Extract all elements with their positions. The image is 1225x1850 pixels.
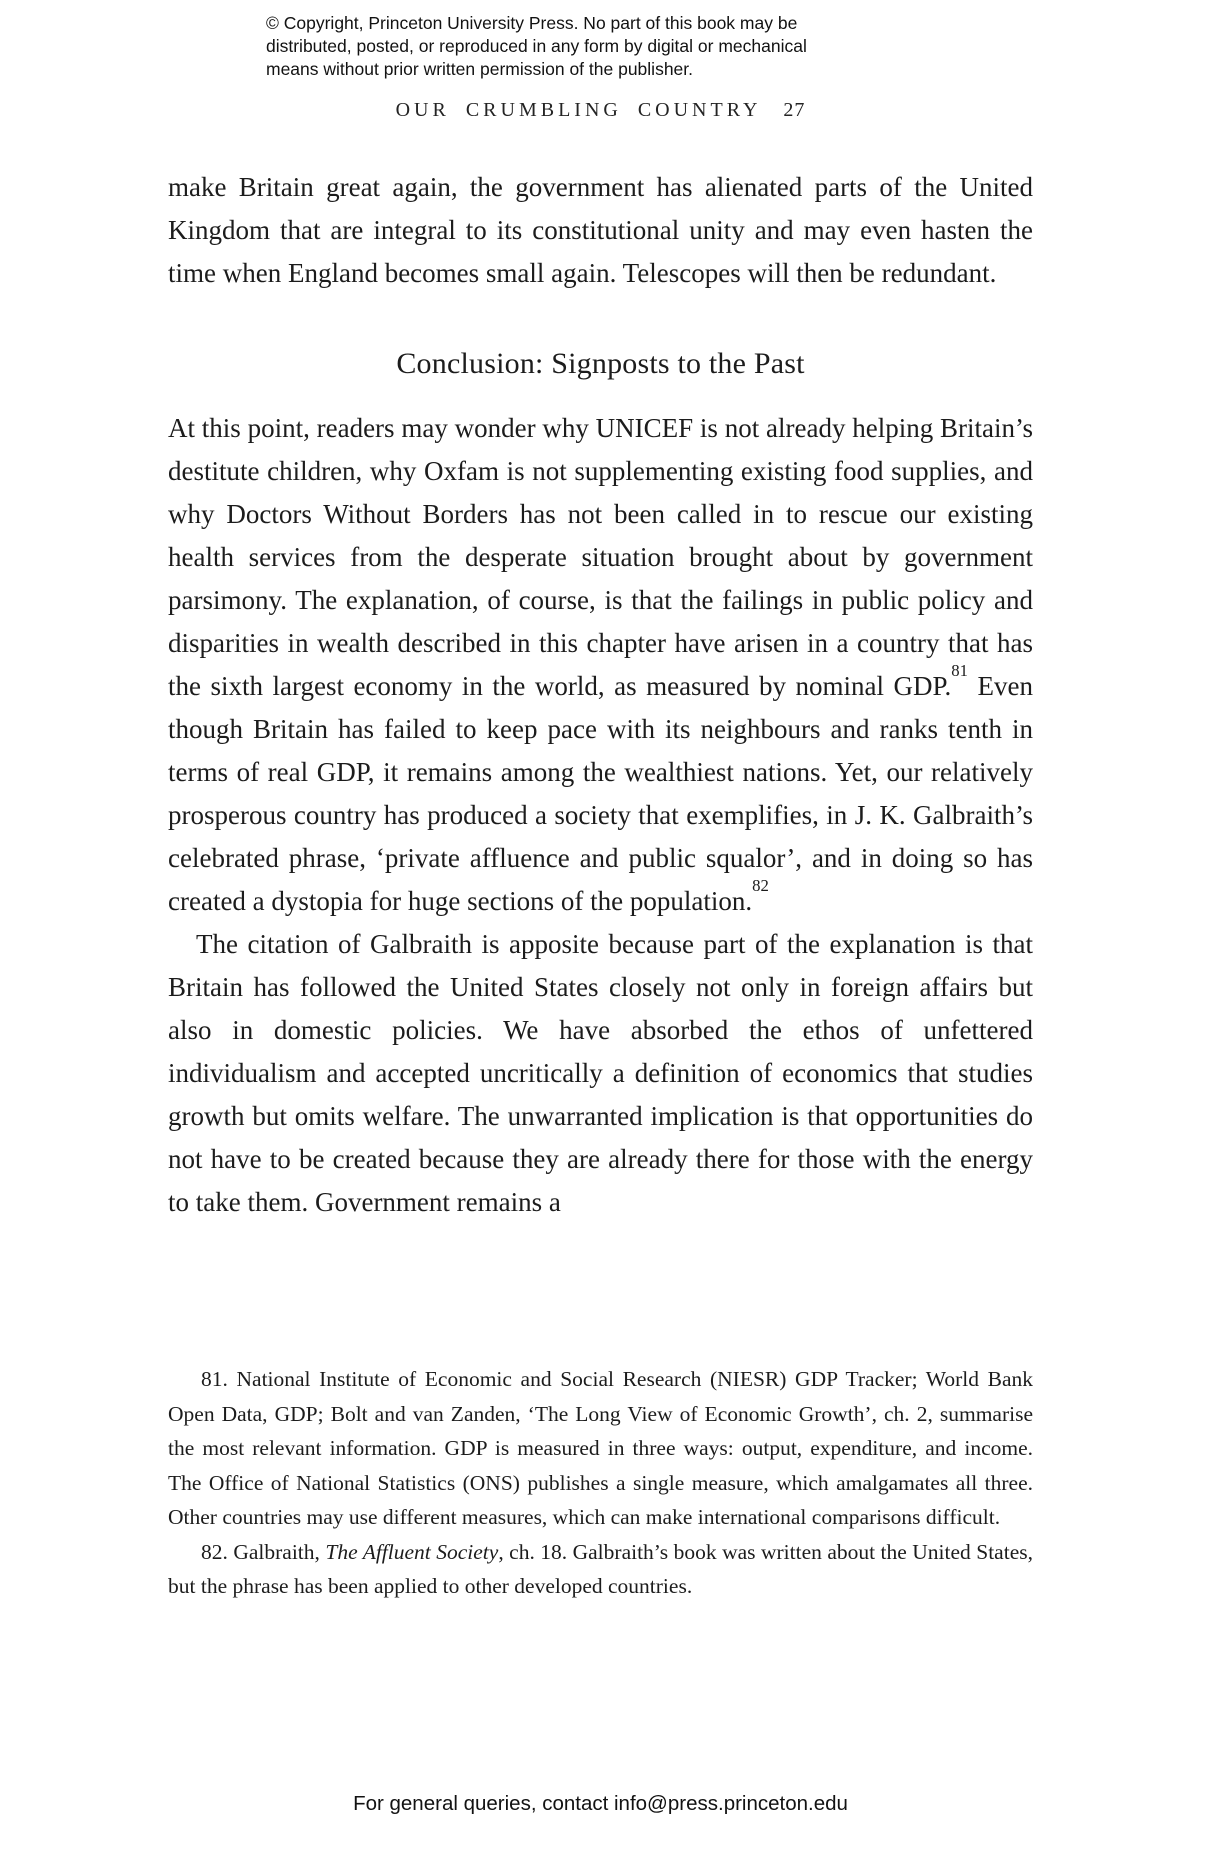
body-paragraph-conclusion	[168, 407, 1033, 923]
running-head-title: OUR CRUMBLING COUNTRY	[395, 99, 762, 121]
footnote-82	[168, 1535, 1033, 1604]
footnote-ref-81: 81	[951, 660, 969, 680]
page-body	[168, 166, 1033, 1224]
copyright-line-2: distributed, posted, or reproduced in any form by digital or mechanical	[266, 36, 807, 56]
footnote-ref-82: 82	[752, 875, 769, 895]
footnotes-block	[168, 1362, 1033, 1604]
paragraph-2-text-2: Even though Britain has failed to keep pace with its neighbours and ranks tenth in terms of real GDP, it remains among the wealthiest nations. Yet, our relatively prosperous country has produced a society that exemplifies, in J. K. Galbraith’s celebrated phrase, ‘private affluence and public squalor’, and in doing so has created a dystopia for huge sections of the population.	[168, 671, 1033, 916]
section-heading: Conclusion: Signposts to the Past	[396, 347, 805, 380]
footnote-82-book-title: The Affluent Society	[325, 1539, 499, 1564]
footer-contact: For general queries, contact info@press.princeton.edu	[353, 1792, 848, 1815]
footnote-82-text-before: 82. Galbraith,	[201, 1539, 326, 1564]
footnote-82-text-after: , ch. 18. Galbraith’s book was written about the United States, but the phrase has been applied to other developed countries.	[168, 1539, 1033, 1598]
body-paragraph-galbraith: The citation of Galbraith is apposite because part of the explanation is that Britain has followed the United States closely not only in foreign affairs but also in domestic policies. We have absorbed the ethos of unfettered individualism and accepted uncritically a definition of economics that studies growth but omits welfare. The unwarranted implication is that opportunities do not have to be created because they are already there for those with the energy to take them. Government remains a	[168, 929, 1033, 1217]
copyright-line-3: means without prior written permission of the publisher.	[266, 59, 694, 79]
body-paragraph-continuation: make Britain great again, the government has alienated parts of the United Kingdom that are integral to its constitutional unity and may even hasten the time when England becomes small again. Telescopes will then be redundant.	[168, 172, 1033, 288]
paragraph-2-text-1: At this point, readers may wonder why UNICEF is not already helping Britain’s destitute children, why Oxfam is not supplementing existing food supplies, and why Doctors Without Borders has not been called in to rescue our existing health services from the desperate situation brought about by government parsimony. The explanation, of course, is that the failings in public policy and disparities in wealth described in this chapter have arisen in a country that has the sixth largest economy in the world, as measured by nominal GDP.	[168, 413, 1033, 701]
copyright-notice	[266, 12, 866, 81]
page-number: 27	[783, 99, 806, 121]
running-head	[168, 99, 1033, 122]
copyright-line-1: © Copyright, Princeton University Press. No part of this book may be	[266, 13, 798, 33]
footnote-81: 81. National Institute of Economic and Social Research (NIESR) GDP Tracker; World Bank Open Data, GDP; Bolt and van Zanden, ‘The Long View of Economic Growth’, ch. 2, summarise the most relevant information. GDP is measured in three ways: output, expenditure, and income. The Office of National Statistics (ONS) publishes a single measure, which amalgamates all three. Other countries may use different measures, which can make international comparisons difficult.	[168, 1367, 1033, 1529]
